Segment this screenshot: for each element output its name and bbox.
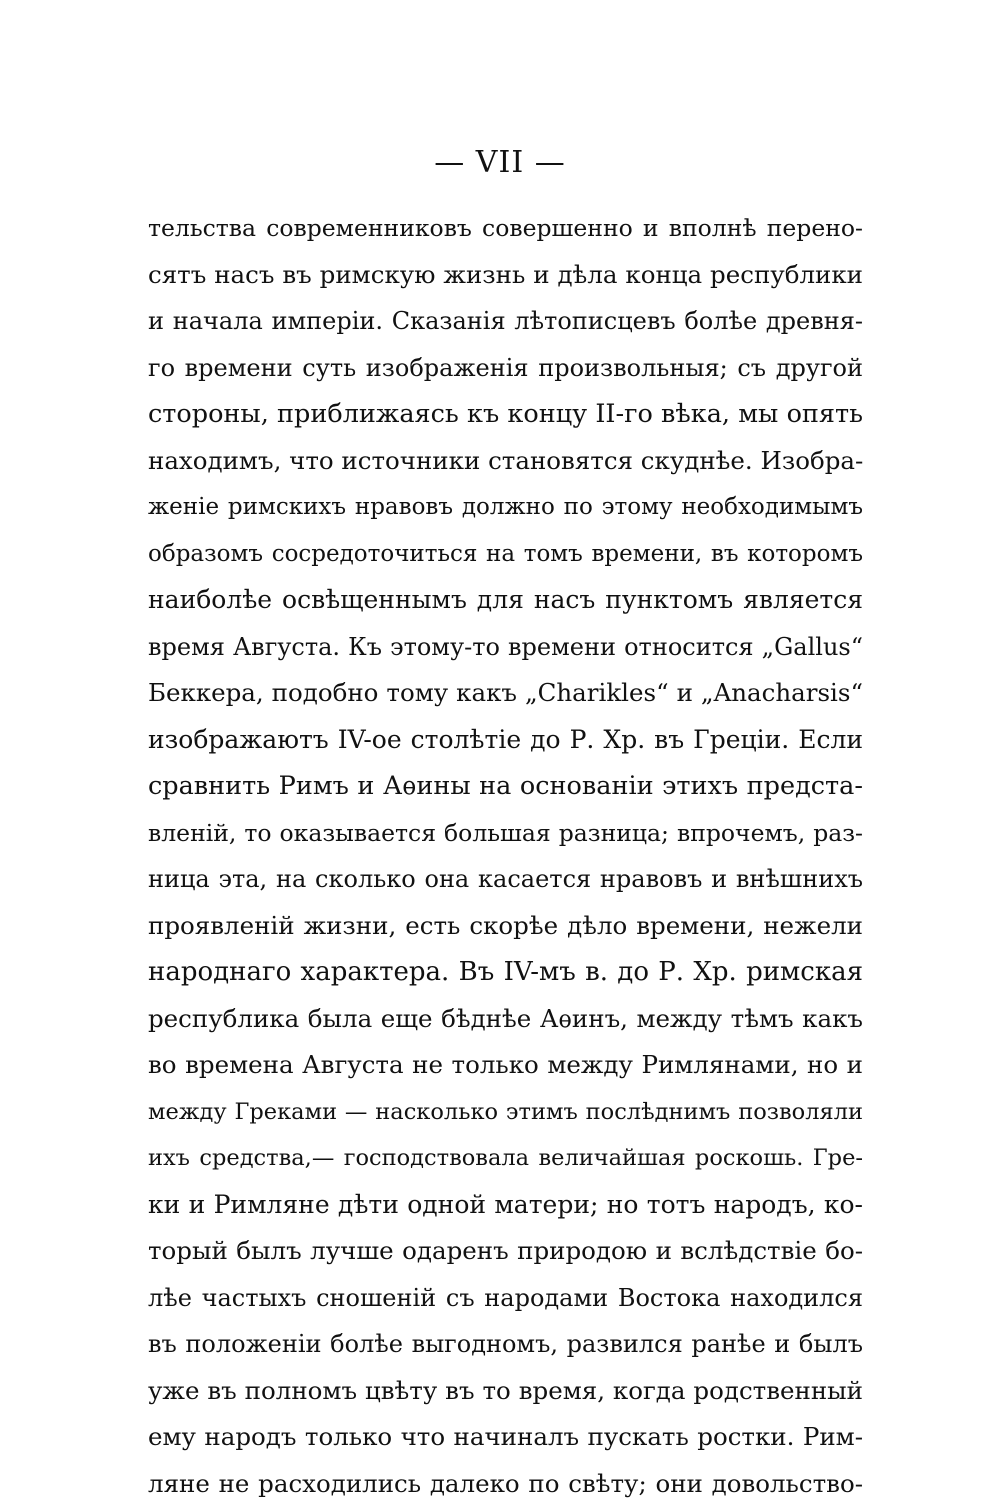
text-line: ему народъ только что начиналъ пускать ростки. Рим- [148, 1414, 863, 1461]
text-line: проявленій жизни, есть скорѣе дѣло времени, нежели [148, 903, 863, 950]
text-line: тельства современниковъ совершенно и вполнѣ перено- [148, 205, 863, 252]
text-line: ки и Римляне дѣти одной матери; но тотъ народъ, ко- [148, 1182, 863, 1229]
text-line: наиболѣе освѣщеннымъ для насъ пунктомъ является [148, 577, 863, 624]
text-line: сравнить Римъ и Аѳины на основаніи этихъ предста- [148, 763, 863, 810]
page-number-header: — VII — [0, 143, 1000, 183]
text-line: въ положеніи болѣе выгодномъ, развился ранѣе и былъ [148, 1321, 863, 1368]
text-line: республика была еще бѣднѣе Аѳинъ, между тѣмъ какъ [148, 996, 863, 1043]
text-line: находимъ, что источники становятся скуднѣе. Изобра- [148, 438, 863, 485]
text-line: го времени суть изображенія произвольныя; съ другой [148, 345, 863, 392]
text-line: лѣе частыхъ сношеній съ народами Востока находился [148, 1275, 863, 1322]
text-line: ница эта, на сколько она касается нравовъ и внѣшнихъ [148, 856, 863, 903]
text-line: и начала имперіи. Сказанія лѣтописцевъ болѣе древня- [148, 298, 863, 345]
text-line: женіе римскихъ нравовъ должно по этому необходимымъ [148, 484, 863, 531]
text-line: время Августа. Къ этому-то времени относится „Gallus“ [148, 624, 863, 671]
text-line: образомъ сосредоточиться на томъ времени, въ которомъ [148, 531, 863, 578]
text-line: Беккера, подобно тому какъ „Charikles“ и „Anacharsis“ [148, 670, 863, 717]
text-line: стороны, приближаясь къ концу II-го вѣка, мы опять [148, 391, 863, 438]
text-line: ихъ средства,— господствовала величайшая роскошь. Гре- [148, 1135, 863, 1182]
text-line: изображаютъ IV-ое столѣтіе до Р. Хр. въ Греціи. Если [148, 717, 863, 764]
text-line: сятъ насъ въ римскую жизнь и дѣла конца республики [148, 252, 863, 299]
text-line: во времена Августа не только между Римлянами, но и [148, 1042, 863, 1089]
text-line: вленій, то оказывается большая разница; впрочемъ, раз- [148, 810, 863, 857]
text-line: народнаго характера. Въ IV-мъ в. до Р. Хр. римская [148, 949, 863, 996]
body-text [148, 205, 863, 1507]
text-line: торый былъ лучше одаренъ природою и вслѣдствіе бо- [148, 1228, 863, 1275]
text-line: уже въ полномъ цвѣту въ то время, когда родственный [148, 1368, 863, 1415]
text-line: ляне не расходились далеко по свѣту; они довольство- [148, 1461, 863, 1507]
text-line: между Греками — насколько этимъ послѣднимъ позволяли [148, 1089, 863, 1136]
